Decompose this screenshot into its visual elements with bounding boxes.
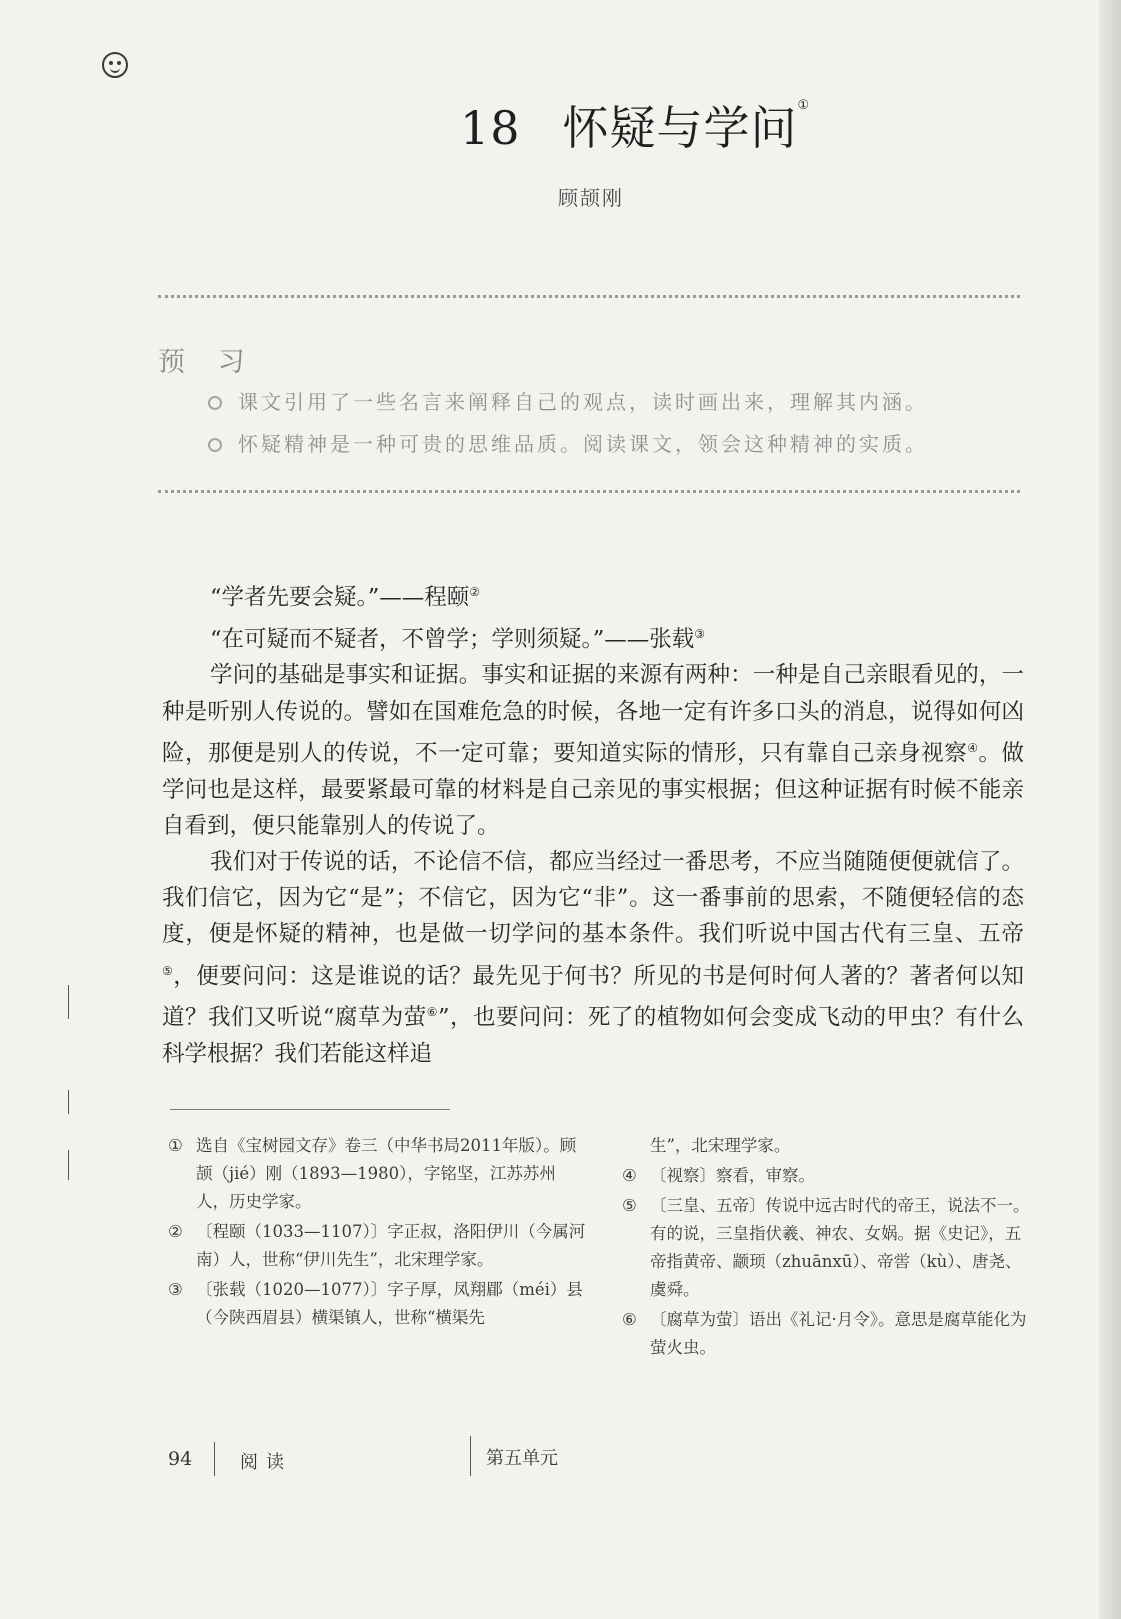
epigraph-1-text: “学者先要会疑。”——程颐: [210, 584, 470, 611]
circle-bullet-icon: [208, 438, 222, 452]
paragraph-text: 学问的基础是事实和证据。事实和证据的来源有两种：一种是自己亲眼看见的，一种是听别人传说的。譬如在国难危急的时候，各地一定有许多口头的消息，说得如何凶险，那便是别人的传说，不一定可靠；要知道实际的情形，只有靠自己亲身视察: [162, 662, 1024, 767]
footer-unit-label: 第五单元: [486, 1448, 558, 1469]
epigraph-1: [162, 574, 1024, 616]
preview-item-text: 课文引用了一些名言来阐释自己的观点，读时画出来，理解其内涵。: [238, 390, 928, 414]
dotted-divider-top: [158, 295, 1020, 298]
footnote-number: ⑤: [622, 1196, 637, 1215]
footnotes-left-column: [168, 1132, 588, 1334]
circle-bullet-icon: [208, 396, 222, 410]
epigraph-2: [162, 616, 1024, 658]
paragraph-text: ”，也要问问：死了的植物如何会变成飞动的甲虫？有什么科学根据？我们若能这样追: [162, 1004, 1024, 1067]
margin-tick: [68, 1150, 69, 1180]
footer-divider: [470, 1436, 471, 1476]
margin-tick: [68, 1090, 69, 1114]
footnote-text: 〔程颐（1033—1107）〕字正叔，洛阳伊川（今属河南）人，世称“伊川先生”，北宋理学家。: [196, 1222, 586, 1269]
footnote-mark: ④: [967, 740, 979, 755]
preview-item-2: [208, 428, 928, 457]
paragraph-2: [162, 844, 1024, 1072]
paragraph-text: ，便要问问：这是谁说的话？最先见于何书？所见的书是何时何人著的？著者何以知道？我们又听说“腐草为萤: [162, 963, 1024, 1031]
footnote-separator: [170, 1109, 450, 1110]
margin-tick: [68, 985, 69, 1019]
footnote-mark: ⑥: [426, 1005, 439, 1020]
footnote-text: 〔腐草为萤〕语出《礼记·月令》。意思是腐草能化为萤火虫。: [650, 1310, 1027, 1357]
dotted-divider-bottom: [158, 490, 1020, 493]
footer-section-label: 阅读: [240, 1452, 292, 1473]
footnote-6: [622, 1306, 1030, 1362]
lesson-title: [460, 92, 810, 158]
footer-divider: [214, 1442, 215, 1476]
preview-heading: 预 习: [158, 347, 257, 378]
footnote-mark: ⑤: [162, 963, 174, 978]
paragraph-text: 我们对于传说的话，不论信不信，都应当经过一番思考，不应当随随便便就信了。我们信它，因为它“是”；不信它，因为它“非”。这一番事前的思索，不随便轻信的态度，便是怀疑的精神，也是做一切学问的基本条件。我们听说中国古代有三皇、五帝: [162, 848, 1024, 948]
footnote-4: [622, 1162, 1030, 1190]
title-footnote-mark: ①: [797, 98, 811, 113]
footnote-number: ④: [622, 1166, 637, 1185]
paragraph-text: 。做学问也是这样，最要紧最可靠的材料是自己亲见的事实根据；但这种证据有时候不能亲自看到，便只能靠别人的传说了。: [162, 740, 1024, 839]
footnote-text: 选自《宝树园文存》卷三（中华书局2011年版）。顾颉（jié）刚（1893—1980），字铭坚，江苏苏州人，历史学家。: [196, 1136, 577, 1211]
footnote-mark: ②: [469, 585, 481, 599]
footnote-text: 〔三皇、五帝〕传说中远古时代的帝王，说法不一。有的说，三皇指伏羲、神农、女娲。据《史记》，五帝指黄帝、颛顼（zhuānxū）、帝喾（kù）、唐尧、虞舜。: [650, 1196, 1030, 1299]
footnote-text: 生”，北宋理学家。: [650, 1136, 791, 1155]
footnote-number: ①: [168, 1136, 183, 1155]
article-body: [162, 574, 1024, 1072]
preview-item-text: 怀疑精神是一种可贵的思维品质。阅读课文，领会这种精神的实质。: [238, 432, 928, 456]
page-edge-shadow: [1099, 0, 1121, 1619]
footnote-text: 〔视察〕察看，审察。: [650, 1166, 815, 1185]
lesson-title-text: 怀疑与学问: [562, 101, 798, 155]
footnote-3: [168, 1276, 588, 1332]
author-name: 顾颉刚: [558, 186, 624, 210]
page-number: 94: [168, 1448, 193, 1470]
footnote-number: ③: [168, 1280, 183, 1299]
paragraph-1: [162, 657, 1024, 844]
footnote-5: [622, 1192, 1030, 1304]
epigraph-2-text: “在可疑而不疑者，不曾学；学则须疑。”——张载: [210, 626, 695, 653]
preview-item-1: [208, 386, 928, 415]
footnotes-right-column: [622, 1132, 1030, 1364]
footnote-2: [168, 1218, 588, 1274]
footnote-mark: ③: [694, 626, 706, 641]
footnote-3-continued: [622, 1132, 1030, 1160]
footnote-text: 〔张载（1020—1077）〕字子厚，凤翔郿（méi）县（今陕西眉县）横渠镇人，世称“横渠先: [196, 1280, 583, 1327]
footnote-number: ⑥: [622, 1310, 637, 1329]
footnote-1: [168, 1132, 588, 1216]
lesson-number: 18: [460, 101, 521, 155]
footnote-number: ②: [168, 1222, 183, 1241]
smiley-icon: [102, 52, 128, 78]
